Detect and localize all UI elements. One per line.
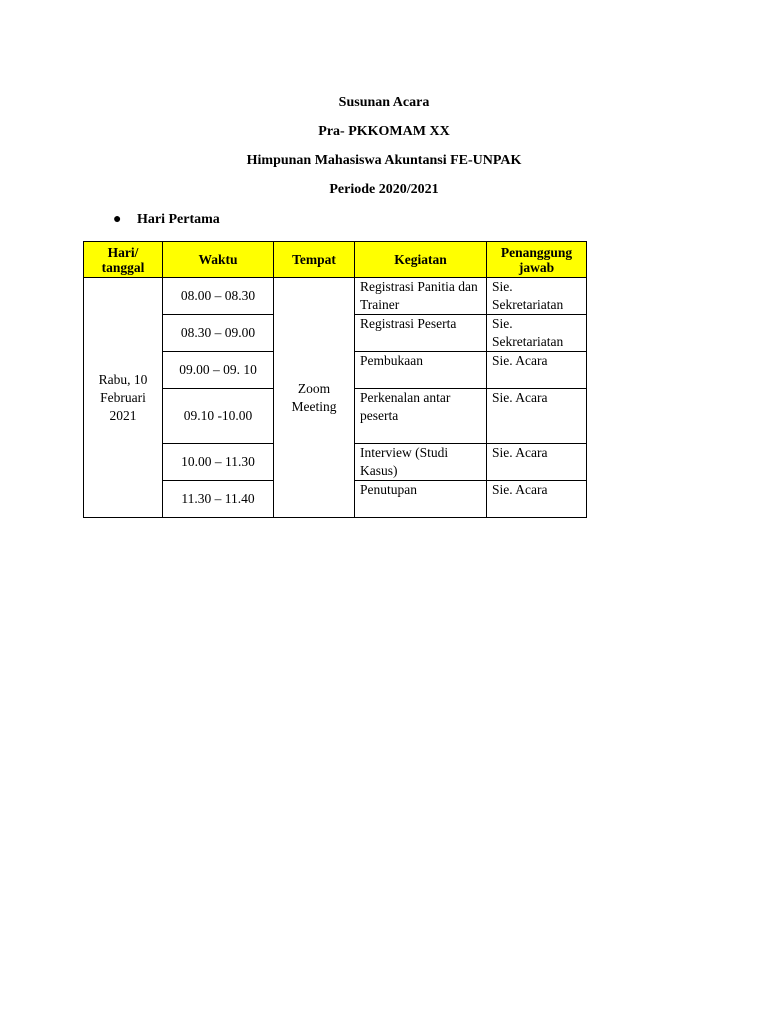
pic-cell: Sie. Acara <box>487 444 587 481</box>
pic-cell: Sie. Sekretariatan <box>487 278 587 315</box>
time-cell: 10.00 – 11.30 <box>163 444 274 481</box>
header-time: Waktu <box>163 242 274 278</box>
time-cell: 08.00 – 08.30 <box>163 278 274 315</box>
activity-cell: Penutupan <box>355 481 487 518</box>
section-heading <box>113 211 220 229</box>
pic-cell: Sie. Acara <box>487 352 587 389</box>
time-cell: 11.30 – 11.40 <box>163 481 274 518</box>
activity-cell: Perkenalan antar peserta <box>355 389 487 444</box>
header-day: Hari/ tanggal <box>84 242 163 278</box>
header-activity: Kegiatan <box>355 242 487 278</box>
pic-cell: Sie. Sekretariatan <box>487 315 587 352</box>
period: Periode 2020/2021 <box>329 182 439 197</box>
pic-cell: Sie. Acara <box>487 481 587 518</box>
time-cell: 08.30 – 09.00 <box>163 315 274 352</box>
section-title: Hari Pertama <box>137 212 220 227</box>
activity-cell: Pembukaan <box>355 352 487 389</box>
activity-cell: Interview (Studi Kasus) <box>355 444 487 481</box>
table-row <box>84 278 587 315</box>
activity-cell: Registrasi Peserta <box>355 315 487 352</box>
header-place: Tempat <box>274 242 355 278</box>
schedule-table <box>83 241 587 518</box>
document-title: Susunan Acara <box>338 95 430 110</box>
pic-cell: Sie. Acara <box>487 389 587 444</box>
activity-cell: Registrasi Panitia dan Trainer <box>355 278 487 315</box>
table-header-row <box>84 242 587 278</box>
time-cell: 09.00 – 09. 10 <box>163 352 274 389</box>
place-cell: Zoom Meeting <box>274 278 355 518</box>
organization-name: Himpunan Mahasiswa Akuntansi FE-UNPAK <box>246 153 522 168</box>
day-cell: Rabu, 10 Februari 2021 <box>84 278 163 518</box>
header-pic: Penanggung jawab <box>487 242 587 278</box>
event-name: Pra- PKKOMAM XX <box>318 124 450 139</box>
bullet-icon: ● <box>113 212 122 227</box>
time-cell: 09.10 -10.00 <box>163 389 274 444</box>
